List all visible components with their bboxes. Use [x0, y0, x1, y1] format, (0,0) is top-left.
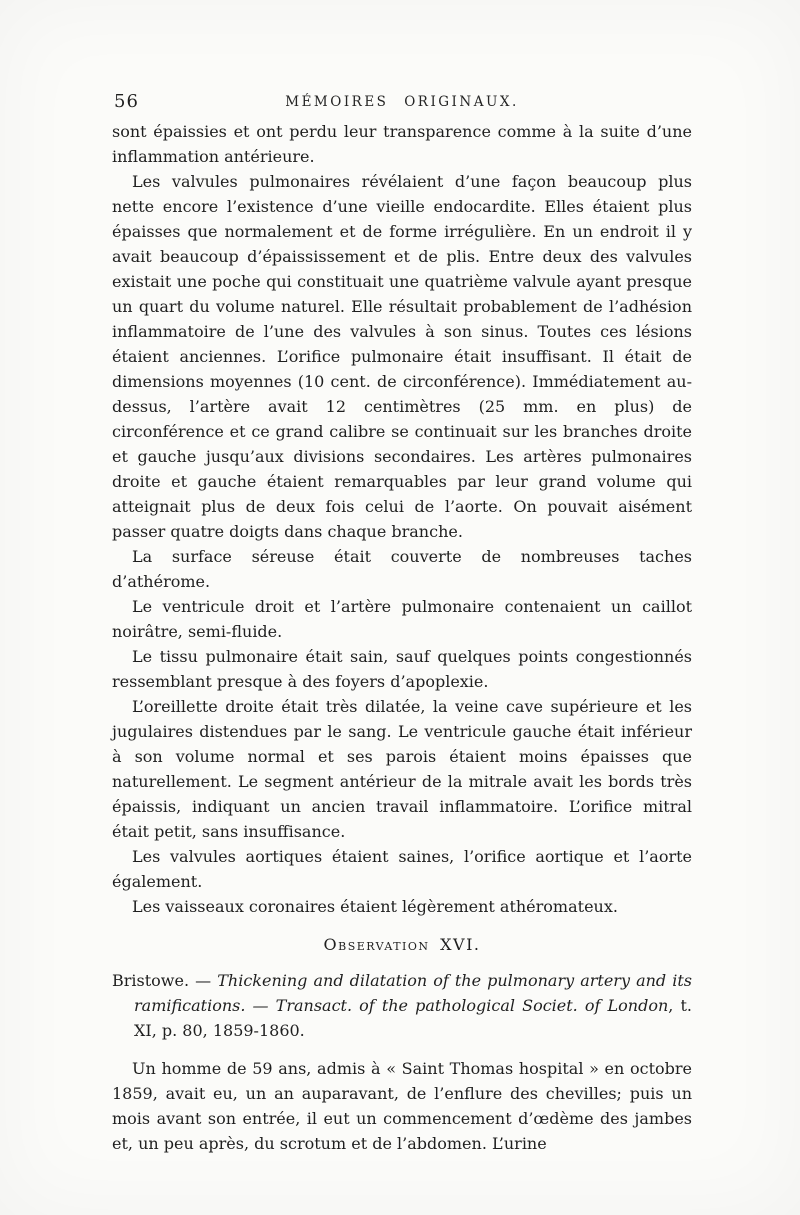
citation [112, 968, 692, 1043]
body-paragraph: sont épaissies et ont perdu leur transparence comme à la suite d’une inflammation antérieure. [112, 122, 692, 166]
body-paragraph: Les valvules aortiques étaient saines, l’orifice aortique et l’aorte également. [112, 847, 692, 891]
citation-reference: , t. XI, p. 80, 1859-1860. [134, 996, 693, 1040]
body-paragraph: Les valvules pulmonaires révélaient d’une façon beaucoup plus nette encore l’existence d’une vieille endocardite. Elles étaient plus épaisses que normalement et de forme irrégulière. En un endroit il y avait beaucoup d’épaississement et de plis. Entre deux des valvules existait une poche qui constituait une quatrième valvule ayant presque un quart du volume naturel. Elle résultait probablement de l’adhésion inflammatoire de l’une des valvules à son sinus. Toutes ces lésions étaient anciennes. L’orifice pulmonaire était insuffisant. Il était de dimensions moyennes (10 cent. de circonférence). Immédiatement au-dessus, l’artère avait 12 centimètres (25 mm. en plus) de circonférence et ce grand calibre se continuait sur les branches droite et gauche jusqu’aux divisions secondaires. Les artères pulmonaires droite et gauche étaient remarquables par leur grand volume qui atteignait plus de deux fois celui de l’aorte. On pouvait aisément passer quatre doigts dans chaque branche. [112, 172, 692, 541]
observation-heading: Observation XVI. [323, 935, 481, 954]
body-text [112, 119, 692, 1156]
citation-work-title: Thickening and dilatation of the pulmonary artery and its ramifications. — Transact. of the pathological Societ. of London [134, 971, 692, 1015]
body-paragraph: Les vaisseaux coronaires étaient légèrement athéromateux. [132, 897, 618, 916]
running-header: MÉMOIRES ORIGINAUX. [285, 94, 519, 110]
page-header [112, 90, 692, 116]
body-paragraph: La surface séreuse était couverte de nombreuses taches d’athérome. [112, 547, 692, 591]
body-paragraph: L’oreillette droite était très dilatée, la veine cave supérieure et les jugulaires distendues par le sang. Le ventricule gauche était inférieur à son volume normal et ses parois étaient moins épaisses que naturellement. Le segment antérieur de la mitrale avait les bords très épaissis, indiquant un ancien travail inflammatoire. L’orifice mitral était petit, sans insuffisance. [112, 697, 692, 841]
page-number: 56 [114, 91, 139, 112]
body-paragraph: Le tissu pulmonaire était sain, sauf quelques points congestionnés ressemblant presque à des foyers d’apoplexie. [112, 647, 692, 691]
observation-paragraph: Un homme de 59 ans, admis à « Saint Thomas hospital » en octobre 1859, avait eu, un an auparavant, de l’enflure des chevilles; puis un mois avant son entrée, il eut un commencement d’œdème des jambes et, un peu après, du scrotum et de l’abdomen. L’urine [112, 1059, 692, 1153]
body-paragraph: Le ventricule droit et l’artère pulmonaire contenaient un caillot noirâtre, semi-fluide. [112, 597, 692, 641]
citation-author: Bristowe. — [112, 971, 218, 990]
